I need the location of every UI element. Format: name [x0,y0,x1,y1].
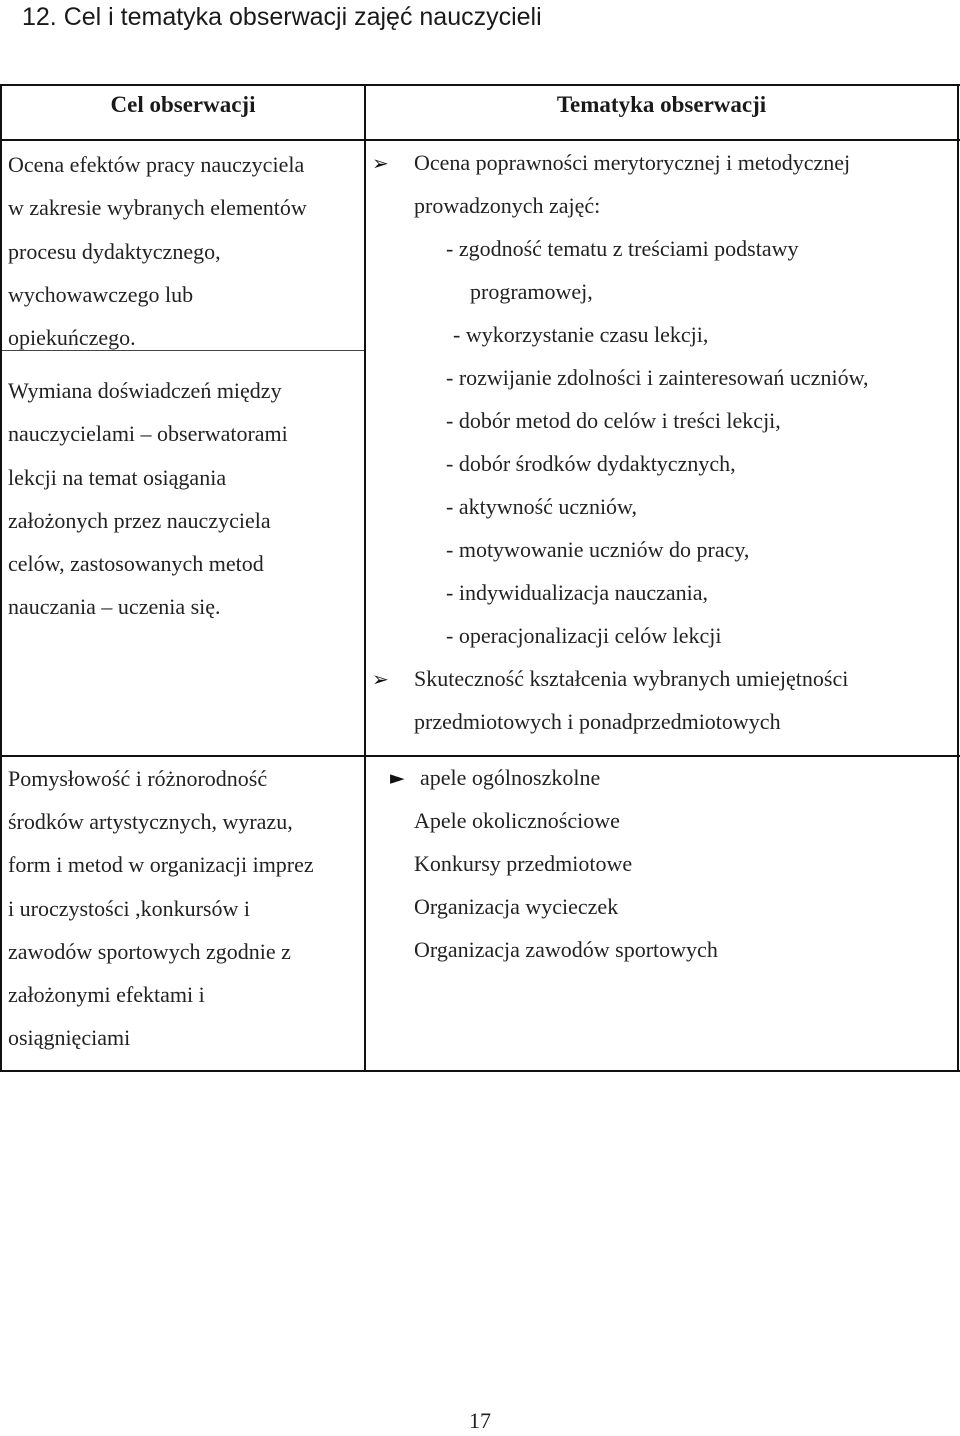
topic-item: programowej, [470,279,593,304]
topic-item: - dobór metod do celów i treści lekcji, [446,408,781,433]
text-line: nauczania – uczenia się. [8,594,221,620]
text-line: Ocena efektów pracy nauczyciela [8,152,305,177]
triangle-bullet-icon: ► [390,767,405,789]
topic-item: - rozwijanie zdolności i zainteresowań uczniów, [446,365,869,390]
topic-item: - motywowanie uczniów do pracy, [446,537,750,562]
event-item: Organizacja zawodów sportowych [414,937,718,962]
event-item: Apele okolicznościowe [414,808,620,833]
page-number: 17 [469,1408,491,1433]
goal-evaluation-text [8,143,307,359]
text-line: wychowawczego lub [8,281,194,307]
topic-item: - zgodność tematu z treściami podstawy [446,236,799,261]
text-line: form i metod w organizacji imprez [8,852,314,878]
text-line: nauczycielami – obserwatorami [8,421,288,447]
text-line: Wymiana doświadczeń między [8,378,282,403]
topic-item: - wykorzystanie czasu lekcji, [453,322,709,347]
topic-bullet-line: prowadzonych zajęć: [414,193,601,218]
text-line: w zakresie wybranych elementów [8,195,307,221]
arrowhead-bullet-icon: ➢ [372,667,389,691]
header-goal: Cel obserwacji [110,92,256,117]
topic-bullet-line: Ocena poprawności merytorycznej i metodycznej [414,150,851,175]
topic-bullet-line: przedmiotowych i ponadprzedmiotowych [414,709,781,734]
text-line: osiągnięciami [8,1025,131,1051]
text-line: środków artystycznych, wyrazu, [8,809,293,835]
goal-exchange-text [8,369,288,629]
arrowhead-bullet-icon: ➢ [372,151,389,175]
text-line: Pomysłowość i różnorodność [8,766,268,791]
text-line: założonymi efektami i [8,981,205,1007]
text-line: zawodów sportowych zgodnie z [8,938,291,964]
goal-events-text [8,757,314,1059]
text-line: założonych przez nauczyciela [8,507,271,533]
section-heading: 12. Cel i tematyka obserwacji zajęć nauczycieli [22,3,542,31]
event-item: Organizacja wycieczek [414,894,619,919]
event-item: apele ogólnoszkolne [420,765,601,790]
topic-item: - indywidualizacja nauczania, [446,580,709,605]
topic-item: - aktywność uczniów, [446,494,638,519]
event-item: Konkursy przedmiotowe [414,851,633,876]
text-line: celów, zastosowanych metod [8,551,264,577]
topic-item: - dobór środków dydaktycznych, [446,451,736,476]
topic-item: - operacjonalizacji celów lekcji [446,623,722,648]
text-line: procesu dydaktycznego, [8,238,221,264]
header-topics: Tematyka obserwacji [556,92,767,117]
text-line: i uroczystości ,konkursów i [8,895,250,921]
topic-bullet-line: Skuteczność kształcenia wybranych umiejętności [414,666,849,691]
text-line: lekcji na temat osiągania [8,464,227,490]
text-line: opiekuńczego. [8,325,136,351]
